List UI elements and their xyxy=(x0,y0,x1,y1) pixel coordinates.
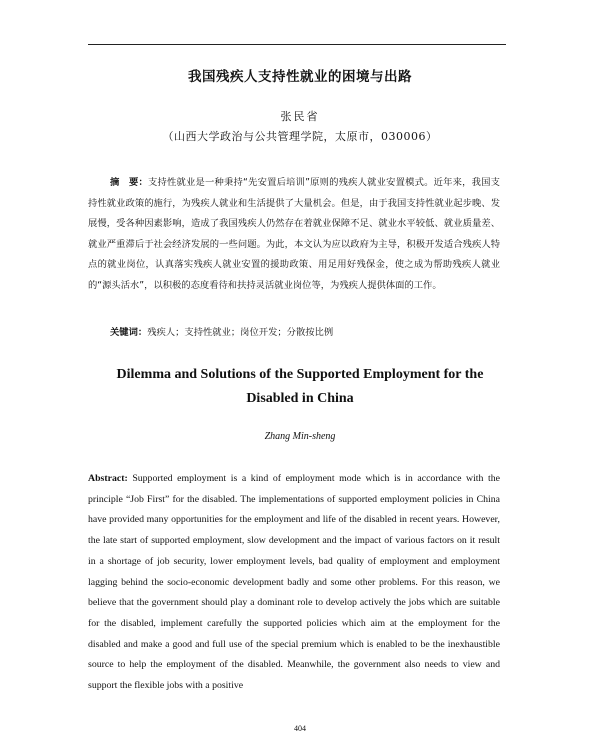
english-title: Dilemma and Solutions of the Supported Employment for the Disabled in China xyxy=(116,367,484,406)
chinese-affiliation: （山西大学政治与公共管理学院，太原市，030006） xyxy=(162,130,438,143)
chinese-author: 张民省 xyxy=(280,110,320,123)
chinese-abstract-text: 支持性就业是一种秉持“先安置后培训”原则的残疾人就业安置模式。近年来，我国支持性就业政策的施行，为残疾人就业和生活提供了大量机会。但是，由于我国支持性就业起步晚、发展慢，受各种因素影响，造成了我国残疾人仍然存在着就业保障不足、就业水平较低、就业质量差、就业严重滞后于社会经济发展的一些问题。为此，本文认为应以政府为主导，积极开发适合残疾人特点的就业岗位，认真落实残疾人就业安置的援助政策、用足用好残保金，使之成为帮助残疾人就业的“源头活水”，以积极的态度看待和扶持灵活就业岗位等，为残疾人提供体面的工作。 xyxy=(88,177,500,291)
english-author: Zhang Min-sheng xyxy=(264,431,336,442)
chinese-keywords xyxy=(110,324,500,338)
english-abstract-label: Abstract: xyxy=(88,473,128,484)
chinese-keywords-text: 残疾人；支持性就业；岗位开发；分散按比例 xyxy=(147,327,334,338)
page-number: 404 xyxy=(294,724,306,733)
chinese-abstract-label: 摘 要： xyxy=(110,177,149,188)
english-abstract-text: Supported employment is a kind of employment mode which is in accordance with the principle “Job First” for the disabled. The implementations of supported employment policies in China have provided many opportunities for the employment and life of the disabled in recent years. However, the late start of supported employment, slow development and the impact of various factors on it result in a shortage of job security, lower employment levels, bad quality of employment and employment lagging behind the socio-economic development badly and some other problems. For this reason, we believe that the government should play a dominant role to develop actively the jobs which are suitable for the disabled, implement carefully the supported policies which aim at the employment for the disabled and make a good and full use of the special premium which is enabled to be the inexhaustible source to help the employment of the disabled. Meanwhile, the government also needs to view and support the flexible jobs with a positive xyxy=(88,473,500,692)
chinese-keywords-label: 关键词： xyxy=(110,327,148,338)
header-rule xyxy=(88,44,506,45)
chinese-abstract xyxy=(88,173,500,296)
english-abstract xyxy=(88,469,500,697)
chinese-title: 我国残疾人支持性就业的困境与出路 xyxy=(188,69,412,85)
